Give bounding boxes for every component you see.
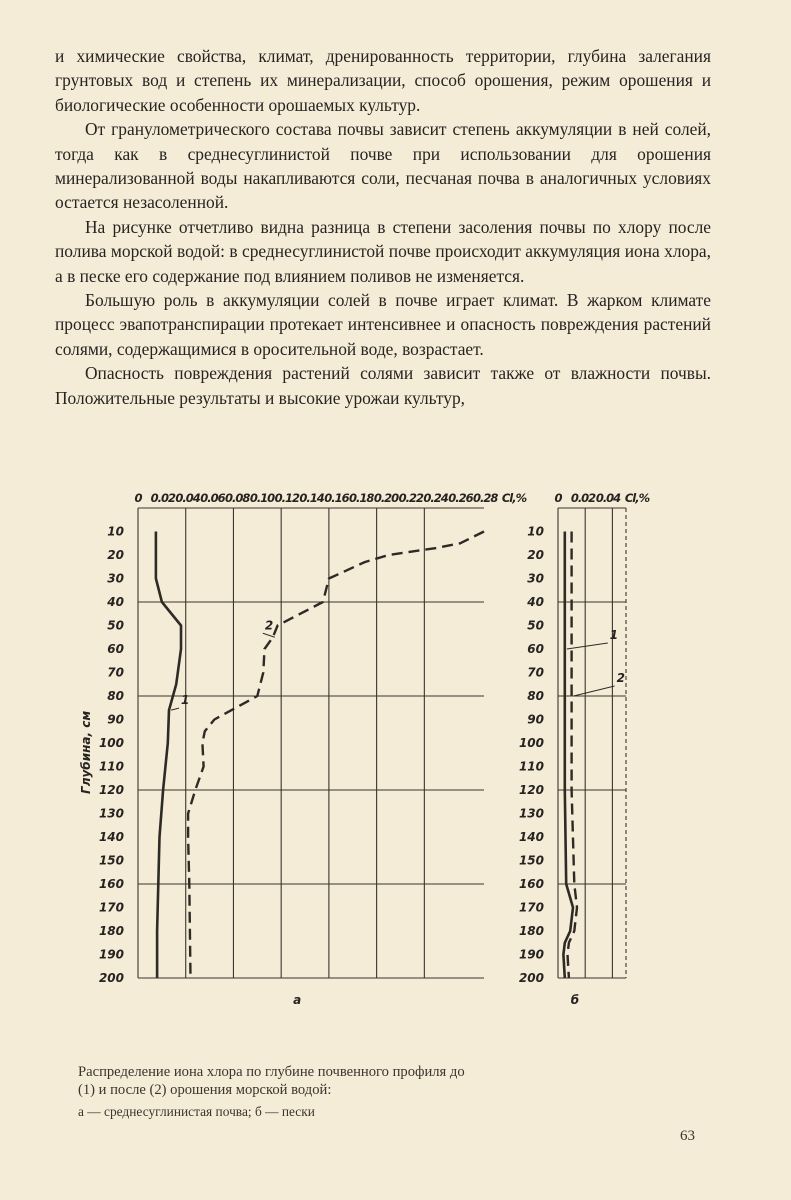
panel-label: а [293,993,302,1007]
series-label: 2 [616,671,625,685]
y-tick-label: 70 [107,665,124,680]
y-tick-label: 130 [98,806,124,821]
y-tick-label: 160 [518,877,544,891]
y-tick-label: 130 [518,806,544,821]
caption-line-2: (1) и после (2) орошения морской водой: [78,1082,332,1098]
y-tick-label: 110 [518,759,544,774]
y-tick-label: 50 [527,618,544,633]
y-tick-label: 190 [98,947,124,962]
y-tick-label: 60 [527,642,544,656]
x-tick-label: 0.06 [200,491,225,505]
x-tick-label: 0.20 [373,491,399,505]
y-tick-label: 60 [107,642,124,656]
y-tick-label: 190 [518,947,544,962]
x-tick-label: 0.08 [225,491,250,505]
x-tick-label: 0.12 [274,491,299,505]
y-tick-label: 50 [107,618,124,633]
x-tick-label: 0.04 [175,491,200,505]
y-tick-label: 80 [527,689,544,703]
panel-label: б [570,993,580,1007]
y-tick-label: 100 [98,736,124,750]
y-tick-label: 20 [527,548,544,562]
y-tick-label: 100 [518,736,544,750]
y-tick-label: 110 [98,759,124,774]
chart-b [515,478,665,1023]
caption-legend: а — среднесуглинистая почва; б — пески [78,1104,315,1119]
page-number: 63 [680,1128,695,1144]
paragraph: и химические свойства, климат, дренированность территории, глубина залегания грунтовых вод и степень их минерализации, способ орошения, режим орошения и биологические особенности орошаемых культур. [55,46,711,115]
x-tick-label: 0 [554,491,562,505]
series-label: 2 [264,618,274,633]
x-tick-label: 0.14 [299,491,324,505]
x-tick-label: 0.28 [473,491,498,505]
body-text [55,44,711,410]
figure-caption [78,1063,638,1121]
y-tick-label: 140 [98,830,124,844]
series-2-line [188,532,484,979]
y-tick-label: 200 [518,971,544,985]
y-tick-label: 30 [527,571,544,586]
y-tick-label: 20 [107,548,124,562]
y-tick-label: 70 [527,665,544,680]
series-label-leader [171,708,179,710]
x-tick-label: 0.04 [595,491,621,505]
y-tick-label: 170 [518,900,544,915]
y-tick-label: 10 [527,524,544,539]
x-tick-label: 0.10 [249,491,275,505]
y-axis-title: Глубина, см [79,710,93,794]
y-tick-label: 90 [527,712,544,727]
series-label: 1 [181,693,190,708]
y-tick-label: 180 [518,924,544,938]
x-tick-label: 0.16 [324,491,349,505]
y-tick-label: 160 [98,877,124,891]
series-1-line [156,532,181,979]
y-tick-label: 150 [518,853,544,868]
series-label: 1 [609,628,619,642]
y-tick-label: 10 [107,524,124,539]
y-tick-label: 90 [107,712,124,727]
x-tick-label: 0.02 [570,491,596,505]
y-tick-label: 200 [98,971,124,985]
y-tick-label: 150 [98,853,124,868]
series-label-leader [574,686,615,696]
x-tick-label: 0 [134,491,142,505]
paragraph: Большую роль в аккумуляции солей в почве играет климат. В жарком климате процесс эвапотранспирации протекает интенсивнее и опасность повреждения растений солями, содержащимися в оросительной воде, возрастает. [55,290,711,359]
chart-a [79,478,527,1023]
y-tick-label: 170 [98,900,124,915]
paragraph: На рисунке отчетливо видна разница в степени засоления почвы по хлору после полива морской водой: в среднесуглинистой почве происходит аккумуляция иона хлора, а в песке его содержание под влиянием поливов не изменяется. [55,216,711,286]
series-label-leader [567,643,608,649]
x-tick-label: 0.02 [150,491,175,505]
paragraph: От гранулометрического состава почвы зависит степень аккумуляции в ней солей, тогда как в среднесуглинистой почве при использовании для орошения минерализованной воды накапливаются соли, песчаная почва в аналогичных условиях остается незасоленной. [55,119,711,213]
y-tick-label: 40 [527,595,544,609]
caption-line-1: Распределение иона хлора по глубине почвенного профиля до [78,1064,465,1080]
x-tick-label: 0.22 [398,491,423,505]
y-tick-label: 30 [107,571,124,586]
y-tick-label: 80 [107,689,124,703]
x-tick-label: 0.26 [448,491,473,505]
y-tick-label: 180 [98,924,124,938]
x-axis-title: Cl,% [501,491,527,505]
x-axis-title: Cl,% [624,491,650,505]
paragraph: Опасность повреждения растений солями зависит также от влажности почвы. Положительные результаты и высокие урожаи культур, [55,363,711,408]
y-tick-label: 140 [518,830,544,844]
x-tick-label: 0.18 [349,491,374,505]
y-tick-label: 120 [98,783,124,797]
x-tick-label: 0.24 [423,491,448,505]
y-tick-label: 120 [518,783,544,797]
y-tick-label: 40 [107,595,124,609]
